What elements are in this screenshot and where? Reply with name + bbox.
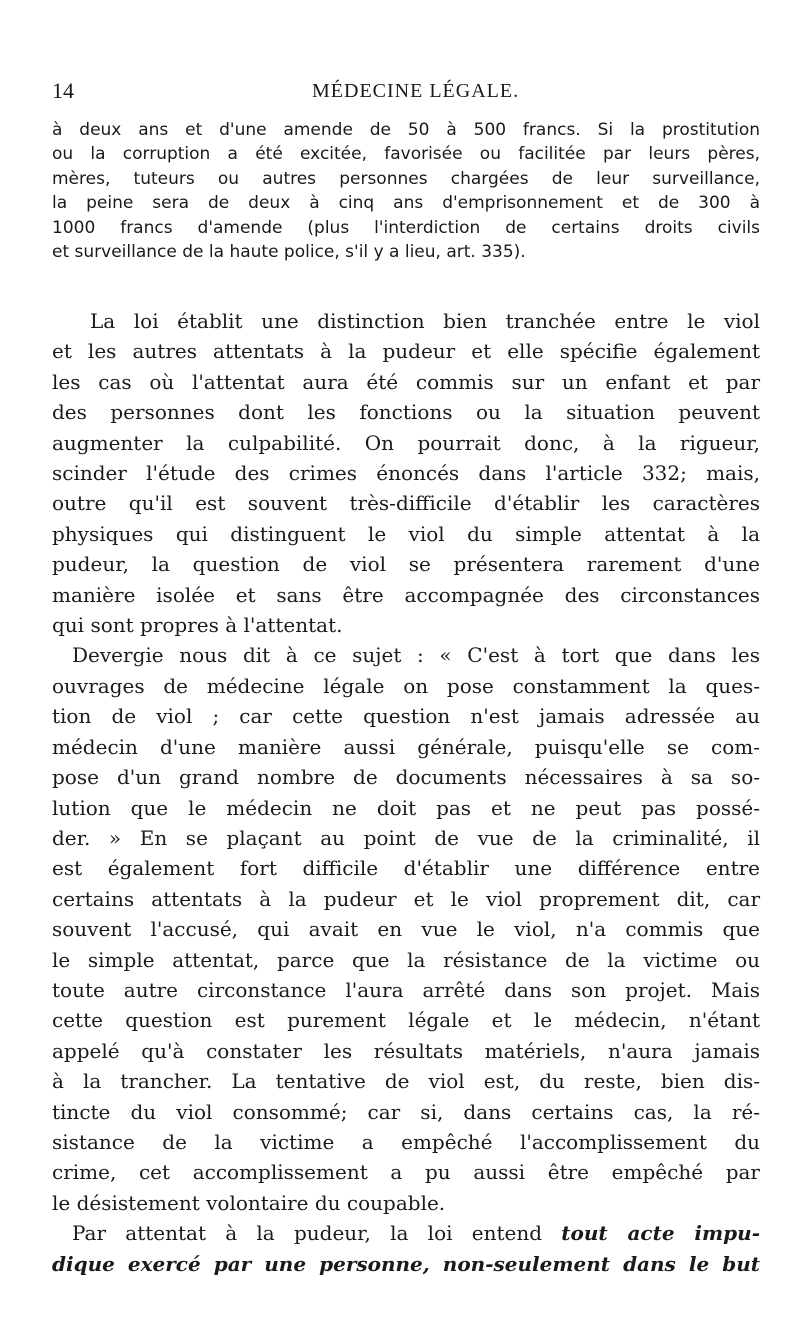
text-line: le simple attentat, parce que la résistance de la victime ou xyxy=(52,947,760,972)
text-line: la peine sera de deux à cinq ans d'emprisonnement et de 300 à xyxy=(52,193,760,214)
text-line: souvent l'accusé, qui avait en vue le viol, n'a commis que xyxy=(52,917,760,942)
text-line: les cas où l'attentat aura été commis sur un enfant et par xyxy=(52,369,760,394)
text-line: et surveillance de la haute police, s'il y a lieu, art. 335). xyxy=(52,242,526,263)
text-line: certains attentats à la pudeur et le viol proprement dit, car xyxy=(52,886,760,911)
page-header xyxy=(52,78,752,110)
text-line: médecin d'une manière aussi générale, puisqu'elle se com- xyxy=(52,734,760,759)
small-print-paragraph xyxy=(52,118,760,264)
text-line: mères, tuteurs ou autres personnes chargées de leur surveillance, xyxy=(52,168,760,189)
text-line xyxy=(52,1218,760,1248)
text-line: La loi établit une distinction bien tranchée entre le viol xyxy=(90,309,760,333)
text-line: est également fort difficile d'établir une différence entre xyxy=(52,856,760,881)
page-number: 14 xyxy=(52,78,74,103)
main-text xyxy=(52,306,760,1279)
running-title: MÉDECINE LÉGALE. xyxy=(312,80,520,102)
text-line: ouvrages de médecine légale on pose constamment la ques- xyxy=(52,673,760,698)
text-line: der. » En se plaçant au point de vue de la criminalité, il xyxy=(52,825,760,850)
text-line: crime, cet accomplissement a pu aussi être empêché par xyxy=(52,1160,760,1185)
paragraph-3 xyxy=(52,1218,760,1279)
text-line: toute autre circonstance l'aura arrêté dans son projet. Mais xyxy=(52,977,760,1002)
text-line: pudeur, la question de viol se présentera rarement d'une xyxy=(52,552,760,577)
text-line: Devergie nous dit à ce sujet : « C'est à tort que dans les xyxy=(72,643,760,668)
text-line: à deux ans et d'une amende de 50 à 500 francs. Si la prostitution xyxy=(52,120,760,140)
text-line: appelé qu'à constater les résultats matériels, n'aura jamais xyxy=(52,1038,760,1063)
italic-text: tout acte impu- xyxy=(561,1221,760,1246)
text-line: tion de viol ; car cette question n'est jamais adressée au xyxy=(52,704,760,729)
text-line: dique exercé par une personne, non-seulement dans le but xyxy=(52,1251,760,1276)
paragraph-2 xyxy=(52,640,760,1218)
text-line: scinder l'étude des crimes énoncés dans l'article 332; mais, xyxy=(52,461,760,486)
text-line: sistance de la victime a empêché l'accomplissement du xyxy=(52,1129,760,1154)
paragraph-1 xyxy=(52,306,760,640)
text-line: qui sont propres à l'attentat. xyxy=(52,613,343,638)
text-line: et les autres attentats à la pudeur et elle spécifie également xyxy=(52,339,760,364)
text-line: pose d'un grand nombre de documents nécessaires à sa so- xyxy=(52,765,760,790)
text-line: ou la corruption a été excitée, favorisée ou facilitée par leurs pères, xyxy=(52,144,760,165)
text-line: des personnes dont les fonctions ou la situation peuvent xyxy=(52,400,760,425)
text-line: tincte du viol consommé; car si, dans certains cas, la ré- xyxy=(52,1099,760,1124)
text-line: le désistement volontaire du coupable. xyxy=(52,1190,446,1215)
text-line: augmenter la culpabilité. On pourrait donc, à la rigueur, xyxy=(52,430,760,455)
text-line: lution que le médecin ne doit pas et ne peut pas possé- xyxy=(52,795,760,820)
text-line: manière isolée et sans être accompagnée des circonstances xyxy=(52,582,760,607)
text-line: 1000 francs d'amende (plus l'interdiction de certains droits civils xyxy=(52,217,760,238)
plain-text: Par attentat à la pudeur, la loi entend xyxy=(72,1221,562,1246)
text-line: cette question est purement légale et le médecin, n'étant xyxy=(52,1008,760,1033)
text-line: outre qu'il est souvent très-difficile d'établir les caractères xyxy=(52,491,760,516)
text-line: physiques qui distinguent le viol du simple attentat à la xyxy=(52,521,760,546)
text-line: à la trancher. La tentative de viol est, du reste, bien dis- xyxy=(52,1069,760,1094)
